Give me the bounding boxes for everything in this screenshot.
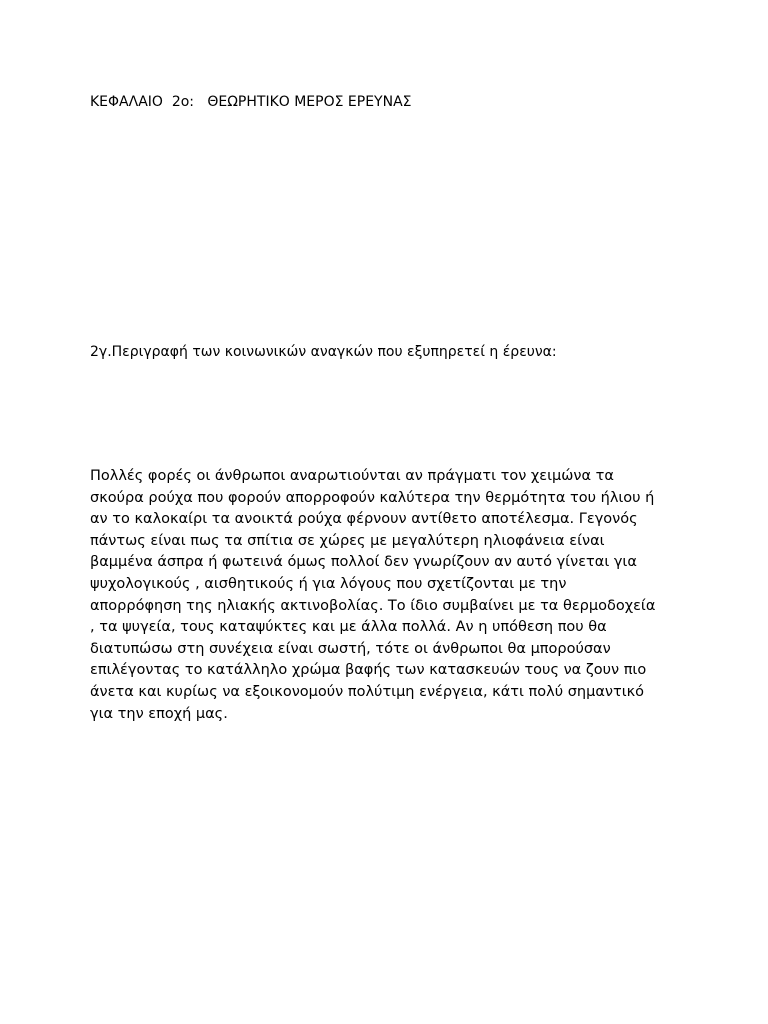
paragraph-line: απορρόφηση της ηλιακής ακτινοβολίας. Το ίδιο συμβαίνει με τα θερμοδοχεία (90, 597, 656, 614)
paragraph-line: επιλέγοντας το κατάλληλο χρώμα βαφής των κατασκευών τους να ζουν πιο (90, 662, 647, 679)
paragraph-line: για την εποχή μας. (90, 705, 228, 722)
section-heading: 2γ.Περιγραφή των κοινωνικών αναγκών που εξυπηρετεί η έρευνα: (90, 344, 557, 360)
paragraph-line: άνετα και κυρίως να εξοικονομούν πολύτιμη ενέργεια, κάτι πολύ σημαντικό (90, 683, 645, 700)
paragraph-line: βαμμένα άσπρα ή φωτεινά όμως πολλοί δεν γνωρίζουν αν αυτό γίνεται για (90, 554, 637, 571)
paragraph-line: Πολλές φορές οι άνθρωποι αναρωτιούνται αν πράγματι τον χειμώνα τα (90, 468, 614, 484)
body-paragraph (90, 466, 700, 725)
paragraph-line: αν το καλοκαίρι τα ανοικτά ρούχα φέρνουν αντίθετο αποτέλεσμα. Γεγονός (90, 511, 638, 528)
chapter-title: ΚΕΦΑΛΑΙΟ 2ο: ΘΕΩΡΗΤΙΚΟ ΜΕΡΟΣ ΕΡΕΥΝΑΣ (90, 94, 412, 110)
paragraph-line: διατυπώσω στη συνέχεια είναι σωστή, τότε οι άνθρωποι θα μπορούσαν (90, 640, 611, 657)
paragraph-line: , τα ψυγεία, τους καταψύκτες και με άλλα πολλά. Αν η υπόθεση που θα (90, 619, 607, 636)
paragraph-line: σκούρα ρούχα που φορούν απορροφούν καλύτερα την θερμότητα του ήλιου ή (90, 489, 655, 506)
paragraph-line: ψυχολογικούς , αισθητικούς ή για λόγους που σχετίζονται με την (90, 575, 567, 592)
paragraph-line: πάντως είναι πως τα σπίτια σε χώρες με μεγαλύτερη ηλιοφάνεια είναι (90, 532, 605, 549)
